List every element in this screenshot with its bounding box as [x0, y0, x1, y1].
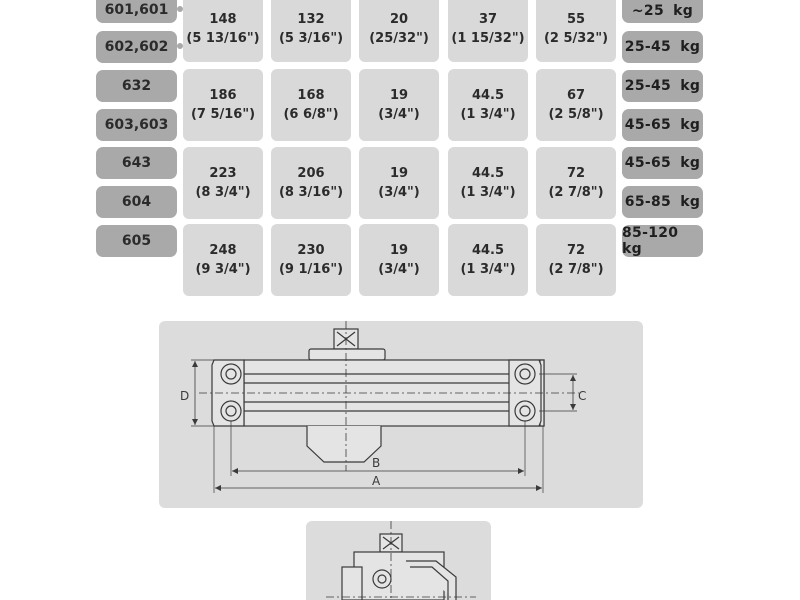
dimension-inch: (3/4") — [378, 262, 420, 277]
dimension-mm: 44.5 — [471, 166, 505, 181]
dimension-label-d: D — [180, 389, 190, 403]
dimension-cell-d — [448, 224, 528, 296]
dimension-cell-e — [536, 147, 616, 219]
dimension-cell-b — [271, 0, 351, 62]
weight-badge — [622, 31, 703, 63]
model-label: 632 — [121, 78, 152, 94]
weight-badge — [622, 147, 703, 179]
dimension-inch: (2 7/8") — [548, 185, 604, 200]
weight-label: 45-65 kg — [624, 155, 701, 171]
dimension-mm: 186 — [209, 88, 237, 103]
weight-label: 25-45 kg — [624, 39, 701, 55]
dimension-cell-a — [183, 69, 263, 141]
dimension-cell-d — [448, 0, 528, 62]
dimension-cell-c — [359, 147, 439, 219]
dimension-cell-a — [183, 0, 263, 62]
dimension-cell-a — [183, 224, 263, 296]
dimension-mm: 132 — [297, 12, 325, 27]
dimension-cell-d — [448, 147, 528, 219]
dimension-mm: 148 — [209, 12, 237, 27]
dimension-cell-d — [448, 69, 528, 141]
dimension-inch: (2 5/8") — [548, 107, 604, 122]
dimension-mm: 248 — [209, 243, 237, 258]
dimension-cell-b — [271, 147, 351, 219]
dimension-inch: (3/4") — [378, 185, 420, 200]
dimension-cell-c — [359, 0, 439, 62]
dimension-inch: (2 7/8") — [548, 262, 604, 277]
dimension-cell-c — [359, 224, 439, 296]
dimension-mm: 55 — [566, 12, 586, 27]
dimension-cell-b — [271, 69, 351, 141]
weight-badge — [622, 0, 703, 23]
dimension-mm: 230 — [297, 243, 325, 258]
dimension-cell-c — [359, 69, 439, 141]
dimension-inch: (8 3/4") — [195, 185, 251, 200]
door-closer-front-svg — [159, 321, 643, 508]
dimension-mm: 19 — [389, 88, 409, 103]
weight-badge — [622, 109, 703, 141]
dimension-cell-e — [536, 69, 616, 141]
dimension-label-c: C — [578, 389, 587, 403]
weight-label: ~25 kg — [631, 2, 694, 19]
dimension-cell-b — [271, 224, 351, 296]
model-badge — [96, 109, 177, 141]
dimension-inch: (1 3/4") — [460, 262, 516, 277]
model-badge — [96, 70, 177, 102]
dimension-inch: (5 3/16") — [278, 31, 344, 46]
model-label: 601,601 — [104, 2, 169, 18]
dimension-inch: (1 3/4") — [460, 185, 516, 200]
model-badge — [96, 147, 177, 179]
weight-label: 25-45 kg — [624, 78, 701, 94]
model-label: 605 — [121, 233, 152, 249]
weight-badge — [622, 225, 703, 257]
dimension-label-b: B — [372, 456, 381, 470]
model-badge — [96, 31, 177, 63]
dimension-mm: 19 — [389, 243, 409, 258]
dimension-mm: 20 — [389, 12, 409, 27]
front-view-drawing — [159, 321, 643, 508]
dimension-label-a: A — [372, 474, 381, 488]
dimension-mm: 206 — [297, 166, 325, 181]
dimension-inch: (7 5/16") — [190, 107, 256, 122]
dimension-mm: 44.5 — [471, 88, 505, 103]
dimension-mm: 168 — [297, 88, 325, 103]
model-label: 603,603 — [104, 117, 169, 133]
model-badge — [96, 225, 177, 257]
weight-label: 45-65 kg — [624, 117, 701, 133]
weight-label: 65-85 kg — [624, 194, 701, 210]
dimension-mm: 72 — [566, 166, 586, 181]
dimension-mm: 44.5 — [471, 243, 505, 258]
dimension-inch: (25/32") — [369, 31, 429, 46]
dimension-mm: 223 — [209, 166, 237, 181]
dimension-inch: (1 3/4") — [460, 107, 516, 122]
dimension-cell-e — [536, 0, 616, 62]
weight-label: 85-120 kg — [622, 225, 679, 257]
weight-badge — [622, 70, 703, 102]
dimension-inch: (1 15/32") — [451, 31, 525, 46]
model-label: 604 — [121, 194, 152, 210]
door-closer-side-svg — [306, 521, 491, 600]
weight-badge — [622, 186, 703, 218]
dimension-inch: (9 3/4") — [195, 262, 251, 277]
dimension-inch: (3/4") — [378, 107, 420, 122]
dimension-mm: 72 — [566, 243, 586, 258]
dimension-inch: (2 5/32") — [543, 31, 609, 46]
dimension-mm: 19 — [389, 166, 409, 181]
model-badge — [96, 0, 177, 23]
dimension-mm: 67 — [566, 88, 586, 103]
dimension-inch: (8 3/16") — [278, 185, 344, 200]
dimension-inch: (9 1/16") — [278, 262, 344, 277]
dimension-inch: (6 6/8") — [283, 107, 339, 122]
model-badge — [96, 186, 177, 218]
dimension-mm: 37 — [478, 12, 498, 27]
dimension-cell-e — [536, 224, 616, 296]
model-label: 643 — [121, 155, 152, 171]
side-view-drawing — [306, 521, 491, 600]
model-label: 602,602 — [104, 39, 169, 55]
dimension-cell-a — [183, 147, 263, 219]
dimension-inch: (5 13/16") — [186, 31, 260, 46]
